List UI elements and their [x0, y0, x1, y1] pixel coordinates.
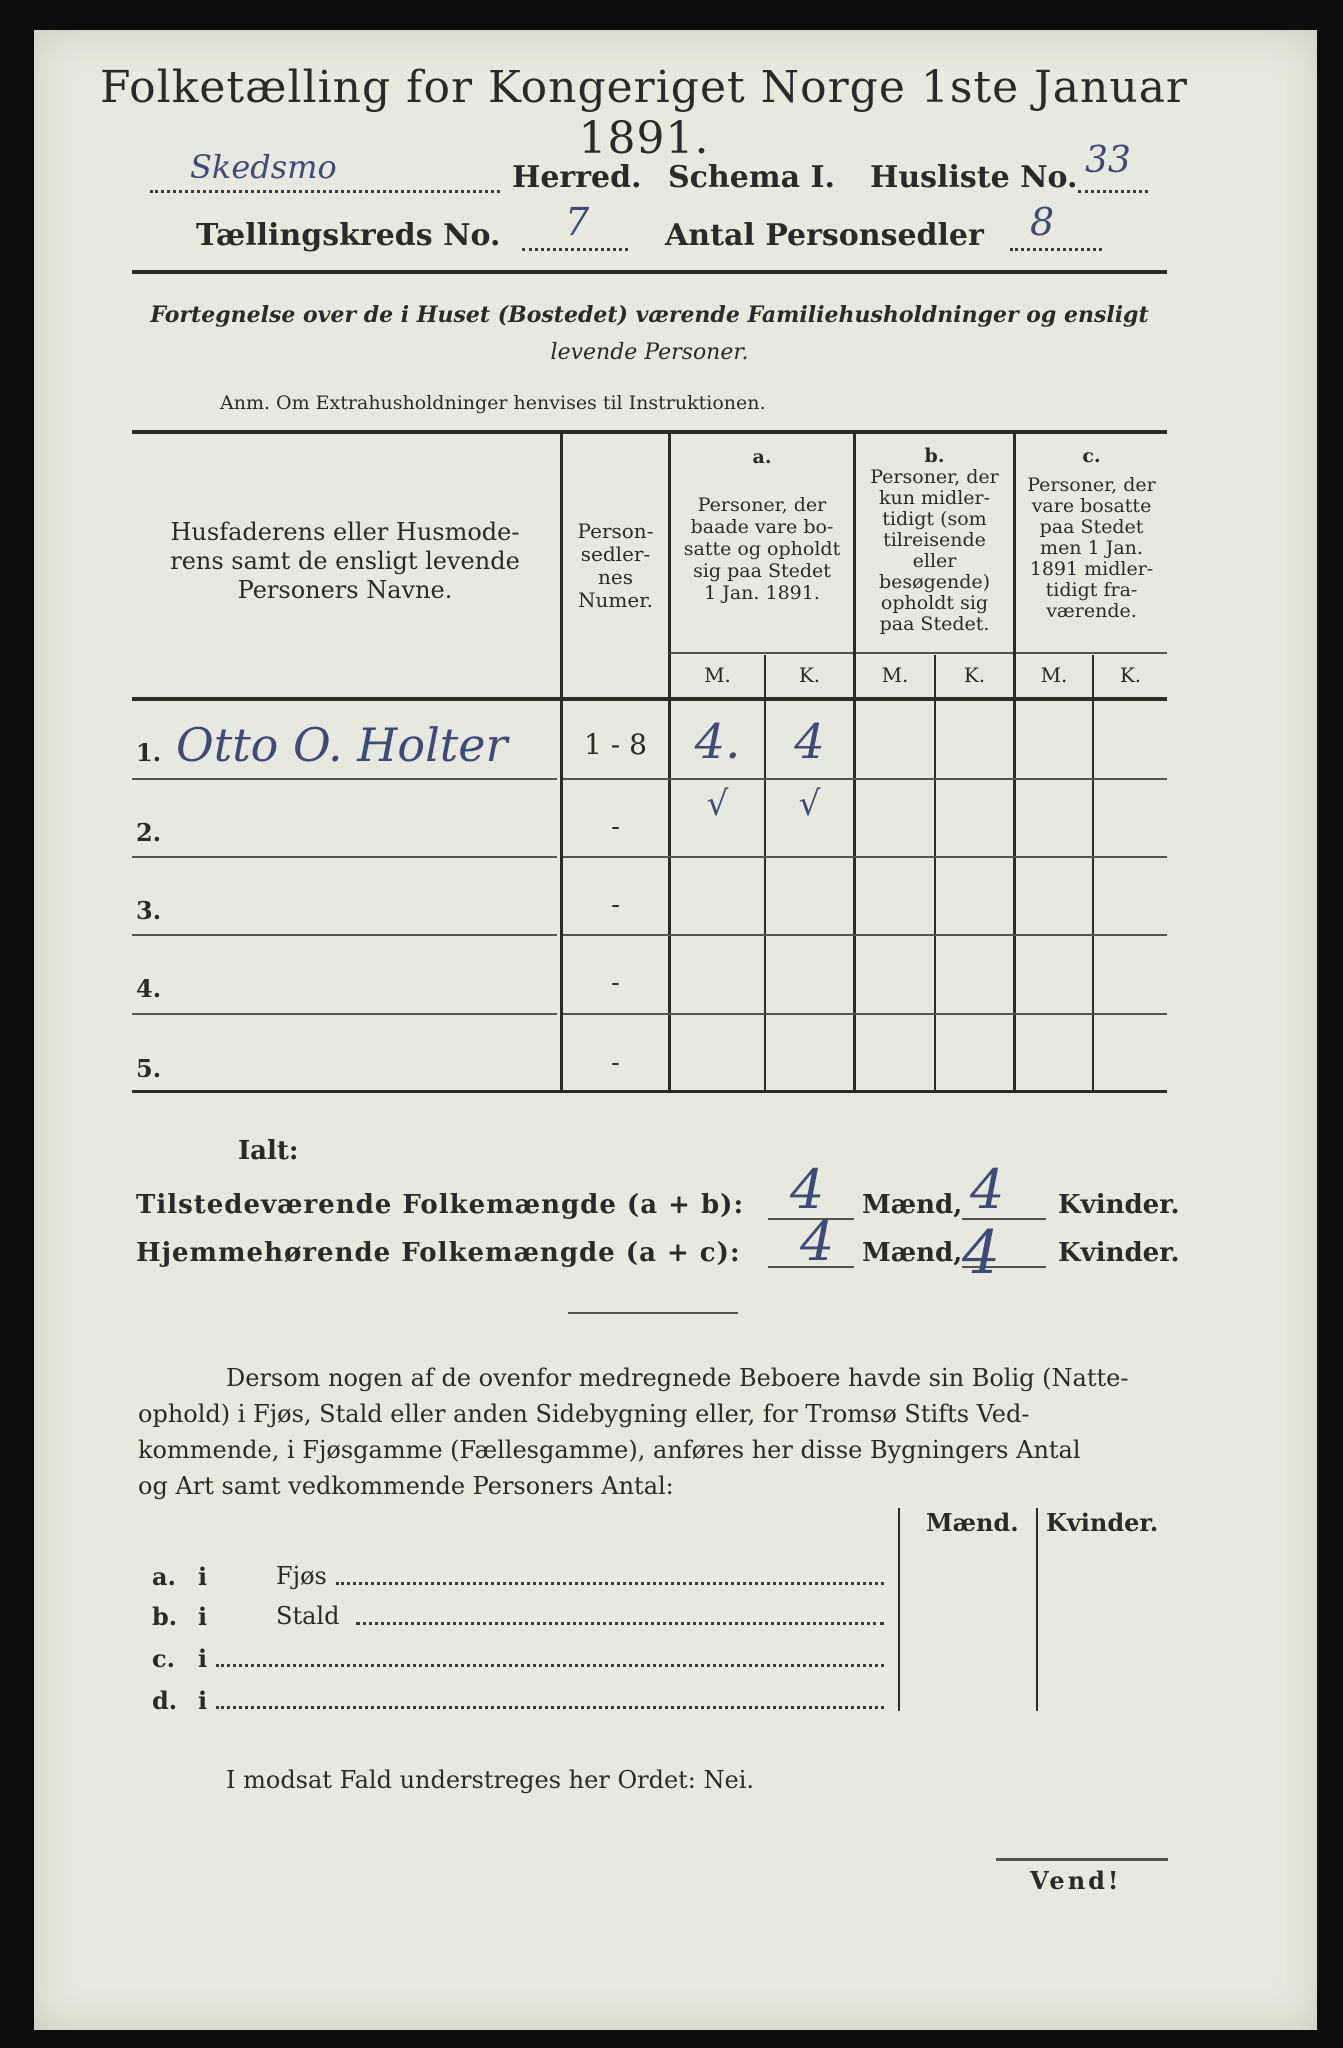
col-c-line: 1891 midler- [1029, 558, 1154, 580]
bolig-item-i: i [198, 1644, 208, 1673]
ialt-label: Ialt: [238, 1136, 299, 1166]
bolig-kvinder-header: Kvinder. [1046, 1508, 1159, 1537]
total-resident-label: Hjemmehørende Folkemængde (a + c): [136, 1238, 741, 1268]
col-c-mk-divider [1092, 655, 1094, 1091]
total-present-label: Tilstedeværende Folkemængde (a + b): [136, 1190, 745, 1220]
bolig-item-i: i [198, 1686, 208, 1715]
row-rule-4 [132, 1013, 557, 1015]
col-b-line: eller [912, 550, 957, 572]
header-numer-line: sedler- [580, 542, 651, 566]
col-a-line: Personer, der [697, 494, 827, 516]
antal-label: Antal Personsedler [665, 218, 984, 253]
bolig-line: kommende, i Fjøsgamme (Fællesgamme), anføres her disse Bygningers Antal [138, 1436, 1081, 1464]
col-c-m-label: M. [1040, 663, 1068, 687]
col-a-m-label: M. [704, 663, 731, 687]
herred-value: Skedsmo [190, 148, 337, 186]
col-a-line: 1 Jan. 1891. [704, 582, 820, 604]
col-b-k-label: K. [963, 663, 986, 687]
col-a-k-label: K. [798, 663, 821, 687]
row-numer: - [611, 1048, 620, 1078]
bolig-item-letter: b. [152, 1602, 178, 1631]
section-divider [568, 1312, 738, 1314]
header-col-b [856, 446, 1013, 635]
col-b-line: besøgende) [878, 571, 991, 593]
total-resident-k: 4 [962, 1218, 1001, 1288]
bolig-item-letter: d. [152, 1686, 178, 1715]
header-numer-line: nes [598, 565, 633, 589]
row-rule-3b [563, 934, 1167, 936]
table-top-rule [132, 430, 1167, 434]
husliste-label: Husliste No. [870, 160, 1078, 195]
row-number: 1. [136, 738, 162, 767]
col-a-line: baade vare bo- [690, 516, 834, 538]
col-b-line: Personer, der [870, 466, 999, 488]
antal-value: 8 [1030, 200, 1055, 244]
col-c-line: tidigt fra- [1045, 579, 1138, 601]
bolig-item-dots [216, 1664, 884, 1667]
col-c-line: vare bosatte [1031, 495, 1152, 517]
col-b-line: opholdt sig [880, 592, 989, 614]
vend-label: Vend! [1030, 1866, 1122, 1895]
anm-note: Anm. Om Extrahusholdninger henvises til Instruktionen. [220, 392, 766, 414]
header-names [140, 518, 550, 605]
header-col-c [1016, 446, 1167, 622]
header-col-a [671, 446, 853, 604]
col-b-letter: b. [924, 445, 945, 467]
intro-line1: Fortegnelse over de i Huset (Bostedet) værende Familiehusholdninger og ensligt [150, 302, 1149, 328]
row-rule-2b [563, 856, 1167, 858]
row-number: 2. [136, 818, 162, 847]
intro-line2: levende Personer. [550, 340, 749, 365]
bolig-col-divider-1 [898, 1508, 900, 1711]
kvinder-label: Kvinder. [1058, 1190, 1180, 1220]
maend-label: Mænd, [862, 1190, 963, 1220]
col-c-k-label: K. [1119, 663, 1142, 687]
col-c-letter: c. [1082, 445, 1101, 467]
nei-note: I modsat Fald understreges her Ordet: Nei. [226, 1766, 755, 1794]
bolig-item-i: i [198, 1562, 208, 1591]
col-b-mk-divider [934, 655, 936, 1091]
bolig-item-letter: a. [152, 1562, 176, 1591]
col-b-line: paa Stedet. [879, 613, 990, 635]
row-a-k: √ [798, 784, 821, 824]
bolig-item-i: i [198, 1602, 208, 1631]
col-c-line: Personer, der [1027, 474, 1156, 496]
col-c-line: værende. [1046, 600, 1137, 622]
table-header-rule [132, 697, 1167, 701]
header-numer [563, 520, 668, 612]
header-names-line: Husfaderens eller Husmode- [170, 518, 520, 546]
bolig-paragraph [138, 1360, 1168, 1504]
bolig-item-label: Fjøs [276, 1562, 327, 1590]
kreds-label: Tællingskreds No. [196, 218, 501, 253]
col-b-m-label: M. [881, 663, 909, 687]
bolig-item-label: Stald [276, 1602, 340, 1630]
row-rule-1 [132, 778, 557, 780]
col-a-letter: a. [752, 446, 772, 468]
row-number: 4. [136, 974, 162, 1003]
row-a-k: 4 [794, 714, 825, 770]
bolig-col-divider-2 [1036, 1508, 1038, 1711]
page-title: Folketælling for Kongeriget Norge 1ste Januar 1891. [100, 62, 1188, 164]
row-number: 3. [136, 896, 162, 925]
header-names-line: Personers Navne. [237, 576, 453, 604]
row-numer: 1 - 8 [584, 728, 647, 761]
antal-field [1010, 212, 1102, 251]
kvinder-label: Kvinder. [1058, 1238, 1180, 1268]
bolig-item-dots [356, 1622, 884, 1625]
bolig-line: ophold) i Fjøs, Stald eller anden Sidebygning eller, for Tromsø Stifts Ved- [138, 1400, 1030, 1428]
col-a-line: sig paa Stedet [693, 560, 831, 582]
header-divider [132, 270, 1167, 274]
header-numer-line: Person- [577, 519, 654, 543]
row-rule-1b [563, 778, 1167, 780]
total-present-k: 4 [970, 1158, 1005, 1221]
header-names-line: rens samt de ensligt levende [170, 547, 520, 575]
col-c-line: paa Stedet [1039, 516, 1144, 538]
bolig-item-dots [336, 1582, 884, 1585]
maend-label: Mænd, [862, 1238, 963, 1268]
col-b-line: tidigt (som [882, 508, 987, 530]
mk-rule-a [670, 652, 853, 654]
col-a-line: satte og opholdt [683, 538, 841, 560]
table-bottom-rule [132, 1090, 1167, 1093]
husliste-value: 33 [1085, 140, 1131, 181]
total-resident-m: 4 [800, 1210, 835, 1273]
col-b-line: kun midler- [878, 487, 991, 509]
bolig-item-dots [216, 1706, 884, 1709]
row-rule-3 [132, 934, 557, 936]
bolig-line: og Art samt vedkommende Personers Antal: [138, 1472, 674, 1500]
row-numer: - [611, 890, 620, 920]
bolig-line: Dersom nogen af de ovenfor medregnede Beboere havde sin Bolig (Natte- [226, 1364, 1129, 1392]
vend-rule [996, 1858, 1168, 1861]
census-form [34, 30, 1317, 2030]
row-numer: - [611, 968, 620, 998]
mk-rule-b [856, 652, 1013, 654]
row-rule-4b [563, 1013, 1167, 1015]
col-c-line: men 1 Jan. [1040, 537, 1143, 559]
bolig-maend-header: Mænd. [926, 1508, 1019, 1537]
row-rule-2 [132, 856, 557, 858]
col-b-line: tilreisende [883, 529, 986, 551]
total-present-m: 4 [790, 1158, 825, 1221]
row-a-m: √ [706, 784, 729, 824]
bolig-item-letter: c. [152, 1644, 175, 1673]
schema-label: Schema I. [668, 160, 835, 195]
row-a-m: 4. [694, 714, 741, 770]
row-number: 5. [136, 1054, 162, 1083]
header-numer-line: Numer. [578, 588, 653, 612]
herred-label: Herred. [512, 160, 642, 195]
row-numer: - [611, 812, 620, 842]
kreds-value: 7 [565, 200, 590, 244]
row-name: Otto O. Holter [176, 718, 508, 772]
mk-rule-c [1016, 652, 1167, 654]
